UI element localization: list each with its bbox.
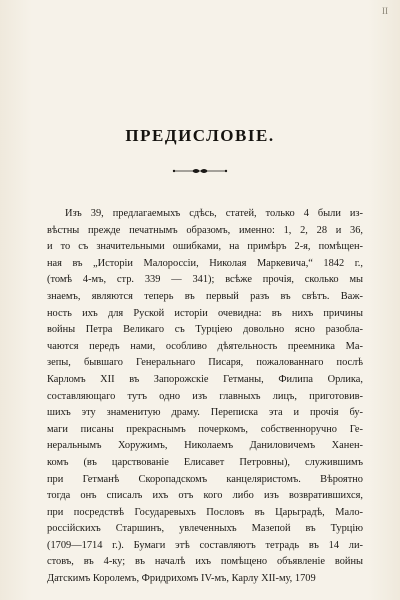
text-line: при посредствѣ Государевыхъ Пословъ въ Царьградѣ, Мало- [47, 506, 363, 518]
page-title: ПРЕДИСЛОВІЕ. [125, 126, 275, 145]
text-line: Изъ 39, предлагаемыхъ сдѣсь, статей, только 4 были из- [65, 208, 363, 219]
text-line: комъ (въ царствованіе Елисавет Петровны), служившимъ [47, 456, 363, 468]
text-line: и то съ значительными ошибками, на примѣръ 2-я, помѣщен- [47, 241, 363, 253]
text-line: при Гетманѣ Скоропадскомъ канцеляристомъ. Вѣроятно [47, 473, 363, 485]
text-line: маги писаны прекраснымъ почеркомъ, собственноручно Ге- [47, 423, 363, 435]
text-line: Датскимъ Королемъ, Фридрихомъ IV-мъ, Карлу XII-му, 1709 [47, 573, 316, 585]
text-line: вѣстны прежде печатнымъ образомъ, именно: 1, 2, 28 и 36, [47, 224, 363, 236]
text-line: Карломъ XII въ Запорожскіе Гетманы, Филипа Орлика, [47, 373, 363, 385]
text-line: чаются передъ нами, особливо дѣятельность преемника Ма- [47, 340, 363, 352]
text-line: тогда онъ списалъ ихъ отъ кого либо изъ возвратившихся, [47, 490, 363, 502]
text-line: шихъ эту знаменитую драму. Переписка эта и прочія бу- [47, 407, 363, 419]
text-line: ная въ „Исторіи Малороссіи, Николая Маркевича,“ 1842 г., [47, 257, 363, 269]
page-corner-mark: II [382, 6, 388, 16]
ornament-divider-icon [172, 166, 228, 176]
text-line: стовъ, въ 4-ку; въ началѣ ихъ помѣщено объявленіе войны [47, 556, 363, 568]
preface-body [47, 206, 363, 588]
text-line: (1709—1714 г.). Бумаги этѣ составляютъ тетрадь въ 14 ли- [47, 539, 363, 551]
text-line: неральнымъ Хоружимъ, Николаемъ Даниловичемъ Ханен- [47, 440, 363, 452]
text-line: ность ихъ для Руской исторіи очевидна: въ нихъ причины [47, 307, 363, 319]
text-line: войны Петра Великаго съ Турціею довольно ясно разобла- [47, 324, 363, 336]
text-line: знаемъ, являются теперь въ первый разъ въ свѣтъ. Важ- [47, 290, 363, 302]
text-line: (томѣ 4-мъ, стр. 339 — 341); всѣже прочія, сколько мы [47, 274, 363, 286]
text-line: зепы, бывшаго Генеральнаго Писаря, пожалованнаго послѣ [47, 357, 363, 369]
text-line: россійскихъ Старшинъ, увлеченныхъ Мазепой въ Турцію [47, 523, 363, 535]
text-line: составляющаго тутъ одно изъ главныхъ лицъ, приготовив- [47, 390, 363, 402]
